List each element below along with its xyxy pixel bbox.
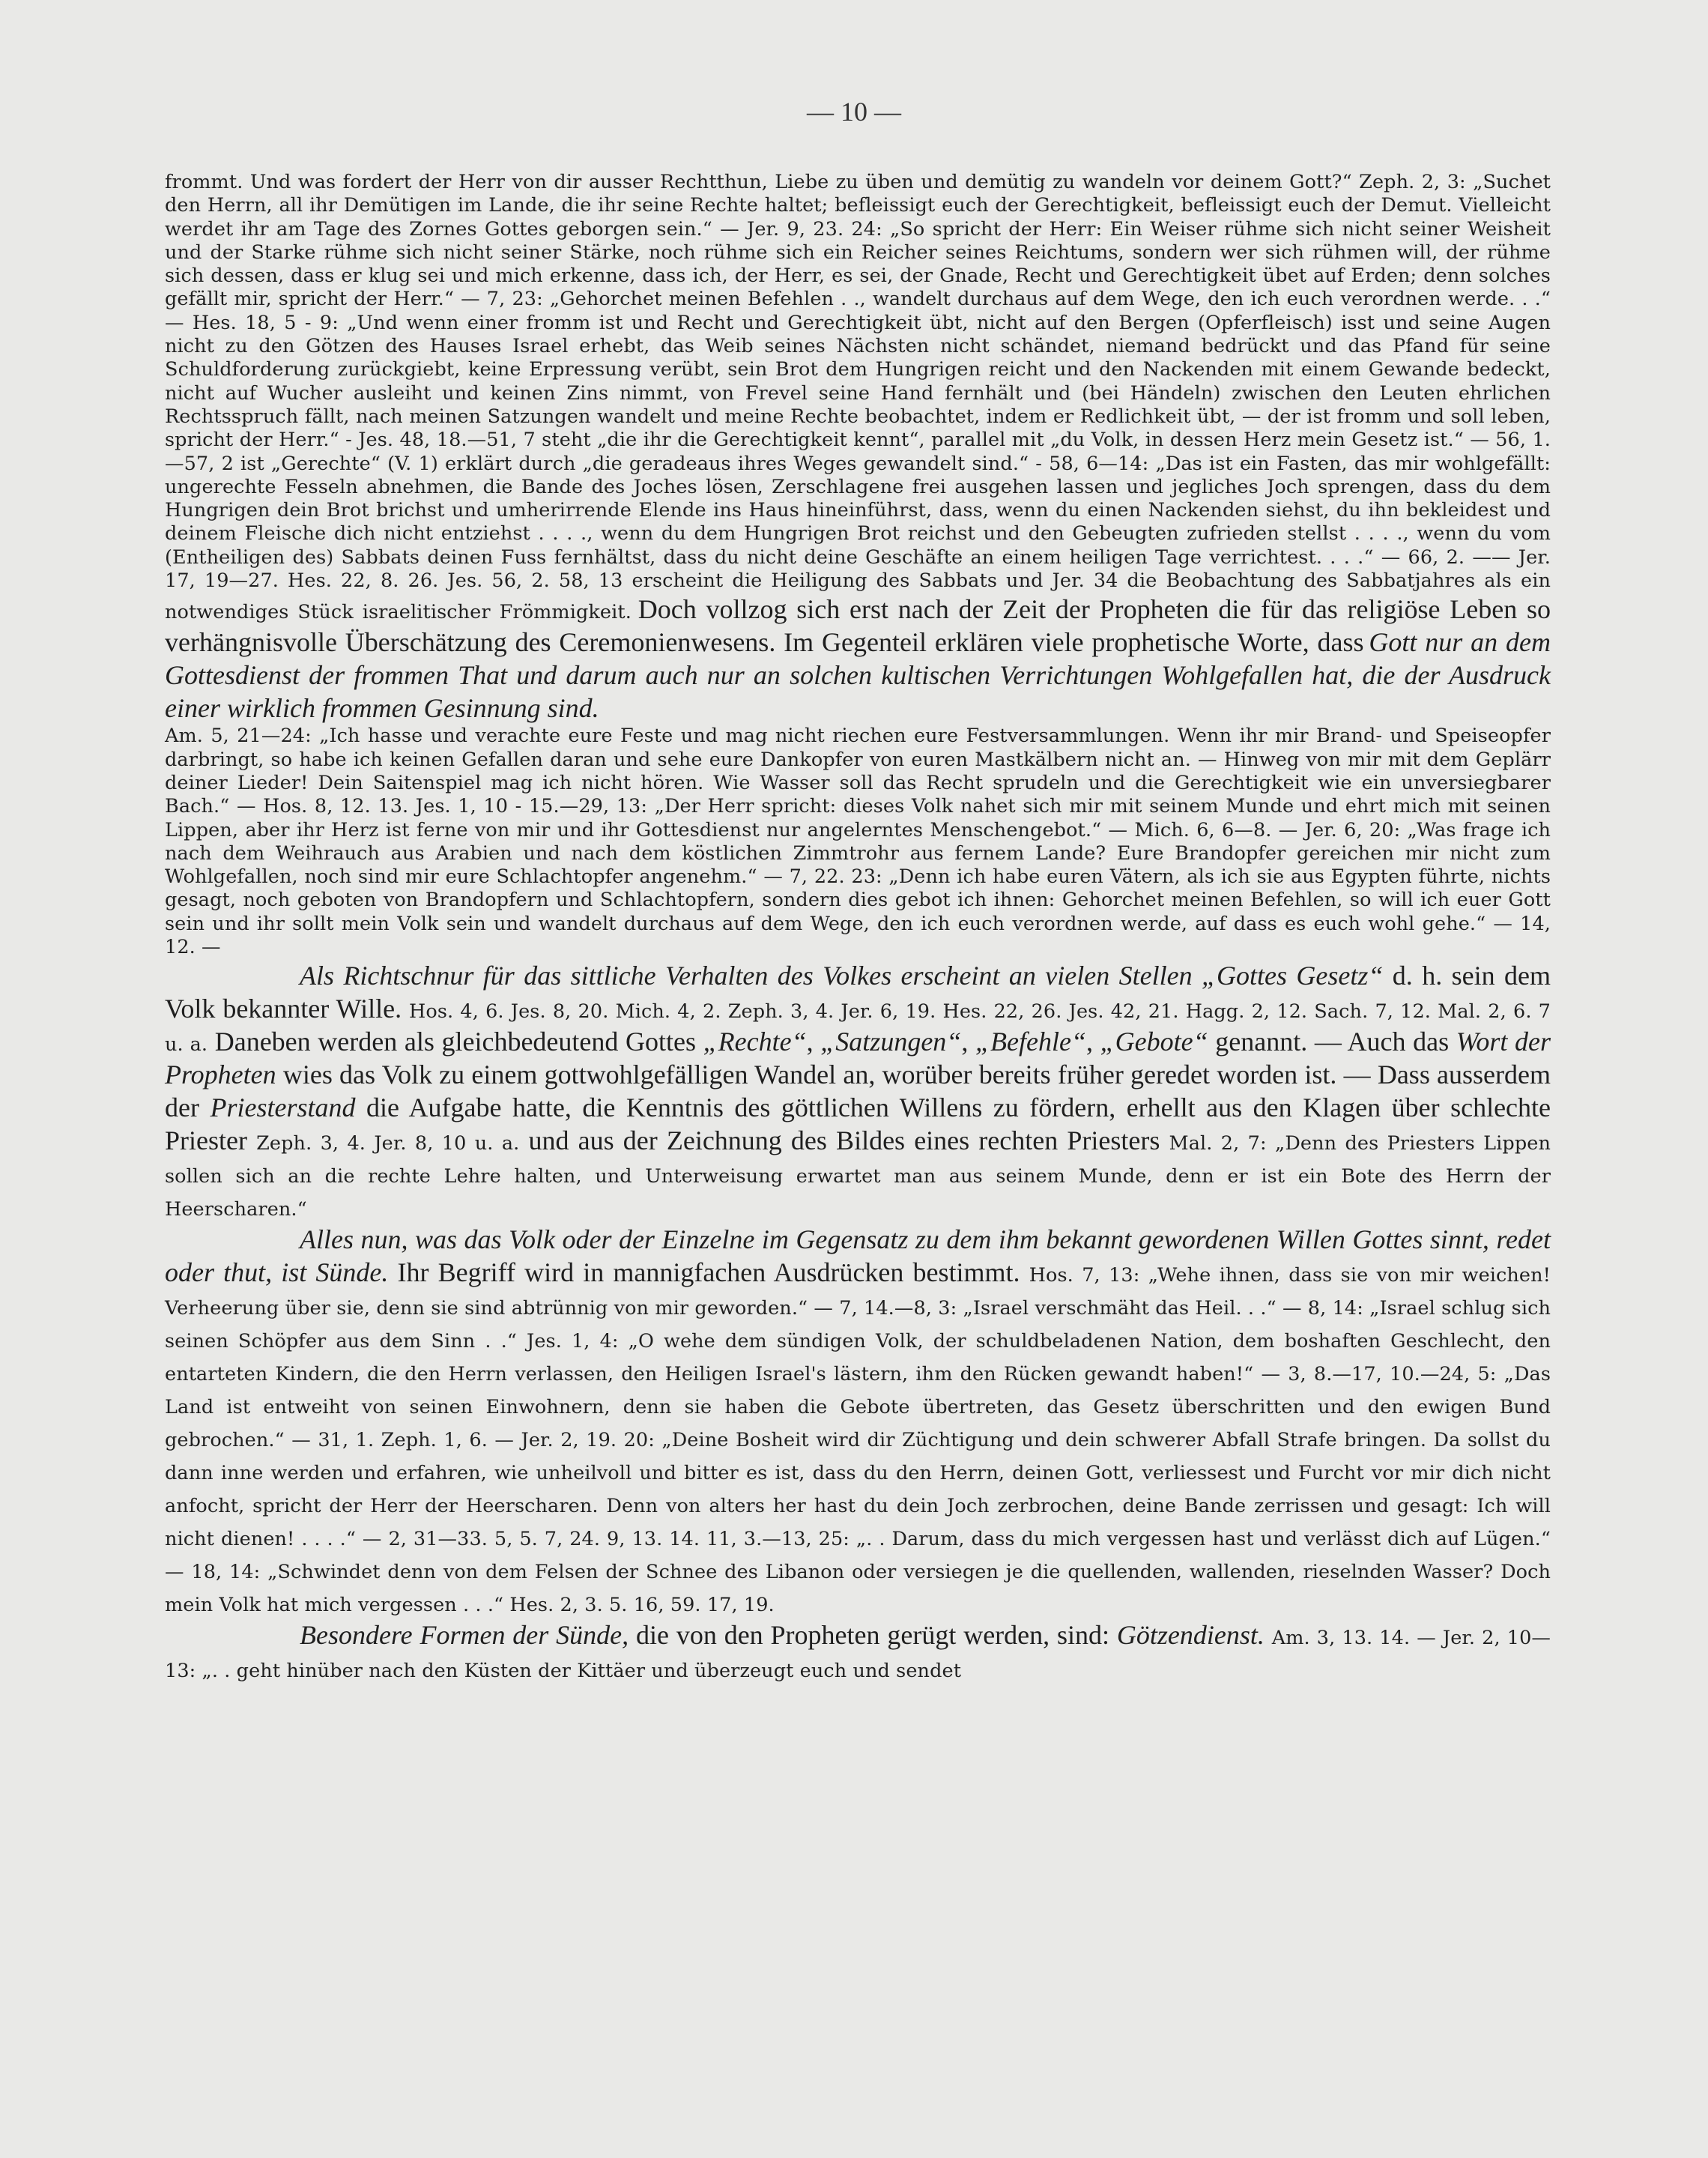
page-body bbox=[165, 171, 1551, 1684]
emphasis-text: „Gebote“ bbox=[1100, 1027, 1208, 1057]
emphasis-text: Priesterstand bbox=[210, 1092, 356, 1123]
citation-text: Hos. 4, 6. Jes. 8, 20. Mich. 4, 2. Zeph. 3, 4. Jer. 6, 19. Hes. 22, 26. Jes. 42, 21. Hagg. 2, 12. Sach. 7, 12. Mal. 2, 6. 7 u. a. bbox=[165, 1000, 1551, 1057]
body-text: wies das Volk zu einem gottwohlgefälligen Wandel an, worüber bereits früher geredet worden ist. — Dass ausserdem der bbox=[165, 1060, 1551, 1123]
paragraph-4 bbox=[165, 1223, 1551, 1618]
paragraph-2: Am. 5, 21—24: „Ich hasse und verachte eure Feste und mag nicht riechen eure Festversammlungen. Wenn ihr mir Brand- und Speiseopfer darbringt, so habe ich keinen Gefallen daran und sehe eure Dankopfer von euren Mastkälbern nicht an. — Hinweg von mir mit dem Geplärr deiner Lieder! Dein Saitenspiel mag ich nicht hören. Wie Wasser soll das Recht sprudeln und die Gerechtigkeit wie ein unversiegbarer Bach.“ — Hos. 8, 12. 13. Jes. 1, 10 - 15.—29, 13: „Der Herr spricht: dieses Volk nahet sich mir mit seinem Munde und ehrt mich mit seinen Lippen, aber ihr Herz ist ferne von mir und ihr Gottesdienst nur angelerntes Menschengebot.“ — Mich. 6, 6—8. — Jer. 6, 20: „Was frage ich nach dem Weihrauch aus Arabien und nach dem köstlichen Zimmtrohr aus fernem Lande? Eure Brandopfer gereichen mir nicht zum Wohlgefallen, noch sind mir eure Schlachtopfer angenehm.“ — 7, 22. 23: „Denn ich habe euren Vätern, als ich sie aus Egypten führte, nichts gesagt, noch geboten von Brandopfern und Schlachtopfern, sondern dies gebot ich ihnen: Gehorchet meinen Befehlen, so will ich euer Gott sein und ihr sollt mein Volk sein und wandelt durchaus auf dem Wege, den ich euch verordnen werde, auf dass es euch wohl gehe.“ — 14, 12. — bbox=[165, 725, 1551, 959]
emphasis-text: Besondere Formen der Sünde, bbox=[300, 1620, 629, 1651]
body-text: genannt. — Auch das bbox=[1215, 1027, 1450, 1057]
body-text: die von den Propheten gerügt werden, sind: bbox=[636, 1620, 1110, 1651]
body-text: und aus der Zeichnung des Bildes eines rechten Priesters bbox=[528, 1125, 1160, 1156]
paragraph-1 bbox=[165, 171, 1551, 725]
paragraph-5 bbox=[165, 1618, 1551, 1684]
citation-text: Am. 3, 13. 14. — Jer. 2, 10—13: „. . geht hinüber nach den Küsten der Kittäer und überzeugt euch und sendet bbox=[165, 1627, 1551, 1683]
emphasis-text: „Rechte“ bbox=[703, 1027, 807, 1057]
page-number: — 10 — bbox=[807, 97, 901, 127]
citation-text: frommt. Und was fordert der Herr von dir ausser Rechtthun, Liebe zu üben und demütig zu wandeln vor deinem Gott?“ Zeph. 2, 3: „Suchet den Herrn, all ihr Demütigen im Lande, die ihr seine Rechte haltet; befleissigt euch der Gerechtigkeit, befleissigt euch der Demut. Vielleicht werdet ihr am Tage des Zornes Gottes geborgen sein.“ — Jer. 9, 23. 24: „So spricht der Herr: Ein Weiser rühme sich nicht seiner Weisheit und der Starke rühme sich nicht seiner Stärke, noch rühme sich ein Reicher seines Reichtums, sondern wer sich rühmen will, der rühme sich dessen, dass er klug sei und mich erkenne, dass ich, der Herr, es sei, der Gnade, Recht und Gerechtigkeit übet auf Erden; denn solches gefällt mir, spricht der Herr.“ — 7, 23: „Gehorchet meinen Befehlen . ., wandelt durchaus auf dem Wege, den ich euch verordnen werde. . .“ — Hes. 18, 5 - 9: „Und wenn einer fromm ist und Recht und Gerechtigkeit übt, nicht auf den Bergen (Opferfleisch) isst und seine Augen nicht zu den Götzen des Hauses Israel erhebt, das Weib seines Nächsten nicht schändet, niemand bedrückt und das Pfand für seine Schuldforderung zurückgiebt, keine Erpressung verübt, sein Brot dem Hungrigen reicht und den Nackenden mit einem Gewande bedeckt, nicht auf Wucher ausleiht und keinen Zins nimmt, von Frevel seine Hand fernhält und (bei Händeln) zwischen den Leuten ehrlichen Rechtsspruch fällt, nach meinen Satzungen wandelt und meine Rechte beobachtet, indem er Redlichkeit übt, — der ist fromm und soll leben, spricht der Herr.“ - Jes. 48, 18.—51, 7 steht „die ihr die Gerechtigkeit kennt“, parallel mit „du Volk, in dessen Herz mein Gesetz ist.“ — 56, 1.—57, 2 ist „Gerechte“ (V. 1) erklärt durch „die geradeaus ihres Weges gewandelt sind.“ - 58, 6—14: „Das ist ein Fasten, das mir wohlgefällt: ungerechte Fesseln abnehmen, die Bande des Joches lösen, Zerschlagene frei ausgehen lassen und jegliches Joch sprengen, dass du dem Hungrigen dein Brot brichst und umherirrende Elende ins Haus hineinführst, dass, wenn du einen Nackenden siehst, du ihn bekleidest und deinem Fleische dich nicht entziehst . . . ., wenn du dem Hungrigen Brot reichst und den Gebeugten zufrieden stellst . . . ., wenn du vom (Entheiligen des) Sabbats deinen Fuss fernhältst, dass du nicht deine Geschäfte an einem heiligen Tage verrichtest. . . .“ — 66, 2. —— Jer. 17, 19—27. Hes. 22, 8. 26. Jes. 56, 2. 58, 13 erscheint die Heiligung des Sabbats und Jer. 34 die Beobachtung des Sabbatjahres als ein notwendiges Stück israelitischer Frömmigkeit. bbox=[165, 171, 1551, 624]
emphasis-text: Götzendienst. bbox=[1116, 1620, 1265, 1651]
emphasis-text: „Befehle“ bbox=[975, 1027, 1086, 1057]
body-text: Daneben werden als gleichbedeutend Gottes bbox=[214, 1027, 697, 1057]
body-text: Doch vollzog sich erst nach der Zeit der Propheten die für das religiöse Leben so verhängnisvolle Überschätzung des Ceremonienwesens. Im Gegenteil erklären viele prophetische Worte, dass bbox=[165, 594, 1551, 658]
emphasis-text: Gott nur an dem Gottesdienst der frommen That und darum auch nur an solchen kultischen Verrichtungen Wohlgefallen hat, die der Ausdruck einer wirklich frommen Gesinnung sind. bbox=[165, 627, 1551, 724]
emphasis-text: „Satzungen“ bbox=[820, 1027, 962, 1057]
emphasis-text: Wort der Propheten bbox=[165, 1027, 1551, 1090]
body-text: d. h. sein dem Volk bekannter Wille. bbox=[165, 961, 1551, 1024]
emphasis-text: Alles nun, was das Volk oder der Einzelne im Gegensatz zu dem ihm bekannt gewordenen Willen Gottes sinnt, redet oder thut, ist Sünde. bbox=[165, 1224, 1551, 1288]
body-text: Ihr Begriff wird in mannigfachen Ausdrücken bestimmt. bbox=[397, 1257, 1020, 1288]
citation-text: Zeph. 3, 4. Jer. 8, 10 u. a. bbox=[256, 1132, 520, 1155]
citation-text: Hos. 7, 13: „Wehe ihnen, dass sie von mir weichen! Verheerung über sie, denn sie sind abtrünnig von mir geworden.“ — 7, 14.—8, 3: „Israel verschmäht das Heil. . .“ — 8, 14: „Israel schlug sich seinen Schöpfer aus dem Sinn . .“ Jes. 1, 4: „O wehe dem sündigen Volk, der schuldbeladenen Nation, dem boshaften Geschlecht, den entarteten Kindern, die den Herrn verlassen, den Heiligen Israel's lästern, ihm den Rücken gewandt haben!“ — 3, 8.—17, 10.—24, 5: „Das Land ist entweiht von seinen Einwohnern, denn sie haben die Gebote übertreten, das Gesetz überschritten und den ewigen Bund gebrochen.“ — 31, 1. Zeph. 1, 6. — Jer. 2, 19. 20: „Deine Bosheit wird dir Züchtigung und dein schwerer Abfall Strafe bringen. Da sollst du dann inne werden und erfahren, wie unheilvoll und bitter es ist, dass du den Herrn, deinen Gott, verliessest und Furcht vor mir dich nicht anfocht, spricht der Herr der Heerscharen. Denn von alters her hast du dein Joch zerbrochen, deine Bande zerrissen und gesagt: Ich will nicht dienen! . . . .“ — 2, 31—33. 5, 5. 7, 24. 9, 13. 14. 11, 3.—13, 25: „. . Darum, dass du mich vergessen hast und verlässt dich auf Lügen.“ — 18, 14: „Schwindet denn von dem Felsen der Schnee des Libanon oder versiegen je die quellenden, wallenden, rieselnden Wasser? Doch mein Volk hat mich vergessen . . .“ Hes. 2, 3. 5. 16, 59. 17, 19. bbox=[165, 1264, 1551, 1617]
body-text: die Aufgabe hatte, die Kenntnis des göttlichen Willens zu fördern, erhellt aus den Klagen über schlechte Priester bbox=[165, 1092, 1551, 1156]
emphasis-text: Als Richtschnur für das sittliche Verhalten des Volkes erscheint an vielen Stellen „Gottes Gesetz“ bbox=[300, 961, 1384, 991]
citation-text: Mal. 2, 7: „Denn des Priesters Lippen sollen sich an die rechte Lehre halten, und Unterweisung erwartet man aus seinem Munde, denn er ist ein Bote des Herrn der Heerscharen.“ bbox=[165, 1132, 1551, 1221]
paragraph-3: Als Richtschnur für das sittliche Verhalten des Volkes erscheint an vielen Stellen „Gottes Gesetz“ d. h. sein dem Volk bekannter Wille. Hos. 4, 6. Jes. 8, 20. Mich. 4, 2. Zeph. 3, 4. Jer. 6, 19. Hes. 22, 26. Jes. 42, 21. Hagg. 2, 12. Sach. 7, 12. Mal. 2, 6. 7 u. a. Daneben werden als gleichbedeutend Gottes „Rechte“, „Satzungen“, „Befehle“, „Gebote“ genannt. — Auch das Wort der Propheten wies das Volk zu einem gottwohlgefälligen Wandel an, worüber bereits früher geredet worden ist. — Dass ausserdem der Priesterstand die Aufgabe hatte, die Kenntnis des göttlichen Willens zu fördern, erhellt aus den Klagen über schlechte Priester Zeph. 3, 4. Jer. 8, 10 u. a. und aus der Zeichnung des Bildes eines rechten Priesters Mal. 2, 7: „Denn des Priesters Lippen sollen sich an die rechte Lehre halten, und Unterweisung erwartet man aus seinem Munde, denn er ist ein Bote des Herrn der Heerscharen.“ bbox=[165, 961, 1551, 1221]
